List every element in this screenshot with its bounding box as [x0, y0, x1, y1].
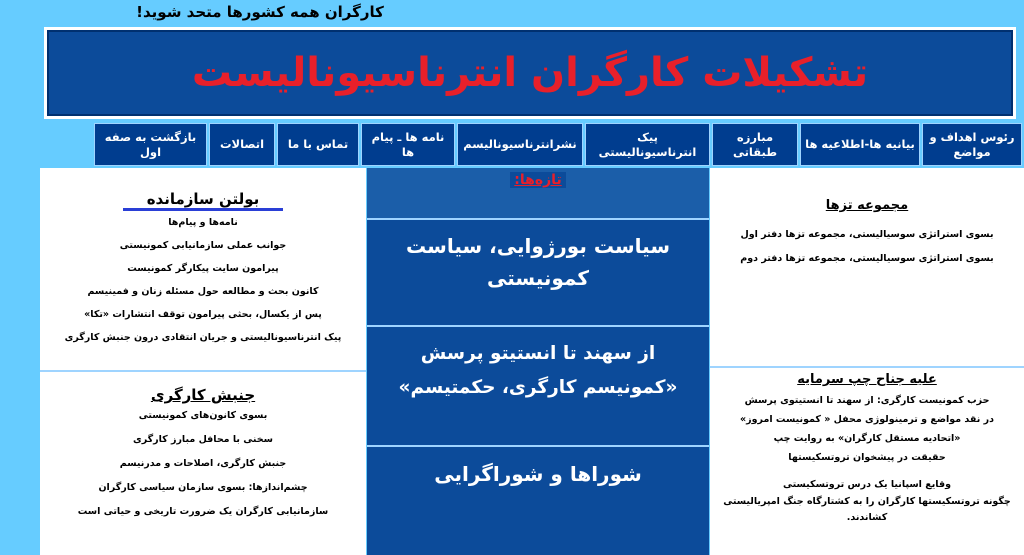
labor-item[interactable]: سخنی با محافل مبارز کارگری — [132, 434, 273, 445]
against-left-item[interactable]: وقایع اسپانیا یک درس تروتسکیستی — [783, 479, 951, 490]
bulletin-item[interactable]: کانون بحث و مطالعه حول مسئله زنان و فمینیسم — [87, 286, 319, 297]
nav-item-letters[interactable]: نامه ها ـ پیام ها — [361, 123, 455, 166]
left-column — [40, 168, 366, 555]
header-slogan: کارگران همه کشورها متحد شوید! — [136, 3, 384, 21]
nav-item-internationalism-publication[interactable]: نشرانترناسیونالیسم — [457, 123, 583, 166]
bulletin-item[interactable]: نامه‌ها و پیام‌ها — [168, 217, 238, 228]
news-item-sahand-institute[interactable] — [367, 325, 709, 445]
bulletin-item[interactable]: پیک انترناسیونالیستی و جریان انتقادی درون جنبش کارگری — [64, 332, 342, 343]
nav-item-contact[interactable]: تماس با ما — [277, 123, 359, 166]
nav-item-goals[interactable]: رئوس اهداف و مواضع — [922, 123, 1022, 166]
against-left-panel — [710, 368, 1024, 526]
against-left-item[interactable]: حزب کمونیست کارگری: از سهند تا انستیتوی پرسش — [744, 395, 990, 406]
against-left-item[interactable]: در نقد مواضع و ترمینولوژی محفل « کمونیست امروز» — [740, 414, 994, 425]
site-banner — [44, 27, 1016, 119]
theses-item[interactable]: بسوی استراتژی سوسیالیستی، مجموعه تزها دفتر دوم — [740, 253, 994, 264]
main-nav — [40, 123, 1022, 166]
labor-item[interactable]: بسوی کانون‌های کمونیستی — [138, 410, 268, 421]
news-heading: تازه‌ها: — [510, 172, 565, 188]
news-item-text: از سهند تا انستیتو پرسش «کمونیسم کارگری، حکمتیسم» — [398, 343, 678, 398]
news-item-text: سیاست بورژوایی، سیاست کمونیستی — [406, 234, 670, 290]
news-item-text: شوراها و شوراگرایی — [434, 462, 642, 486]
labor-item[interactable]: سازمانیابی کارگران یک ضرورت تاریخی و حیاتی است — [77, 506, 329, 517]
bulletin-item[interactable]: جوانب عملی سازمانیابی کمونیستی — [119, 240, 287, 251]
bulletin-title[interactable]: بولتن سازمانده — [146, 190, 260, 208]
news-item-councils[interactable] — [367, 445, 709, 555]
labor-item[interactable]: جنبش کارگری، اصلاحات و مدرنیسم — [119, 458, 287, 469]
against-left-item[interactable]: حقیقت در پیشخوان تروتسکیستها — [788, 452, 946, 463]
against-left-item[interactable]: چگونه تروتسکیستها کارگران را به کشتارگاه جنگ امپریالیستی کشاندند. — [723, 496, 1011, 523]
nav-item-statements[interactable]: بیانیه ها-اطلاعیه ها — [800, 123, 920, 166]
nav-item-class-struggle[interactable]: مبارزه طبقاتی — [712, 123, 798, 166]
nav-item-links[interactable]: اتصالات — [209, 123, 275, 166]
labor-item[interactable]: چشم‌اندازها: بسوی سازمان سیاسی کارگران — [98, 482, 308, 493]
labor-movement-title[interactable]: جنبش کارگری — [150, 386, 256, 404]
nav-item-internationalist-courier[interactable]: پیک انترناسیونالیستی — [585, 123, 710, 166]
bulletin-panel — [40, 168, 366, 370]
labor-movement-panel — [40, 372, 366, 524]
news-column — [367, 168, 709, 555]
theses-panel — [710, 168, 1024, 366]
right-column — [710, 168, 1024, 555]
news-item-bourgeois-politics[interactable] — [367, 218, 709, 325]
theses-item[interactable]: بسوی استراتژی سوسیالیستی، مجموعه تزها دفتر اول — [740, 229, 994, 240]
theses-title[interactable]: مجموعه تزها — [825, 198, 909, 213]
bulletin-item[interactable]: پیرامون سایت پیکارگر کمونیست — [127, 263, 279, 274]
news-heading-row — [367, 168, 709, 218]
against-left-item[interactable]: «اتحادیه مستقل کارگران» به روایت چپ — [773, 433, 961, 444]
against-left-title[interactable]: علیه جناح چپ سرمایه — [797, 372, 937, 387]
bulletin-item[interactable]: پس از یکسال، بحثی پیرامون توقف انتشارات «تکا» — [84, 309, 322, 320]
nav-item-home[interactable]: بازگشت به صفه اول — [94, 123, 207, 166]
site-title: تشکیلات کارگران انترناسیونالیست — [191, 50, 869, 96]
